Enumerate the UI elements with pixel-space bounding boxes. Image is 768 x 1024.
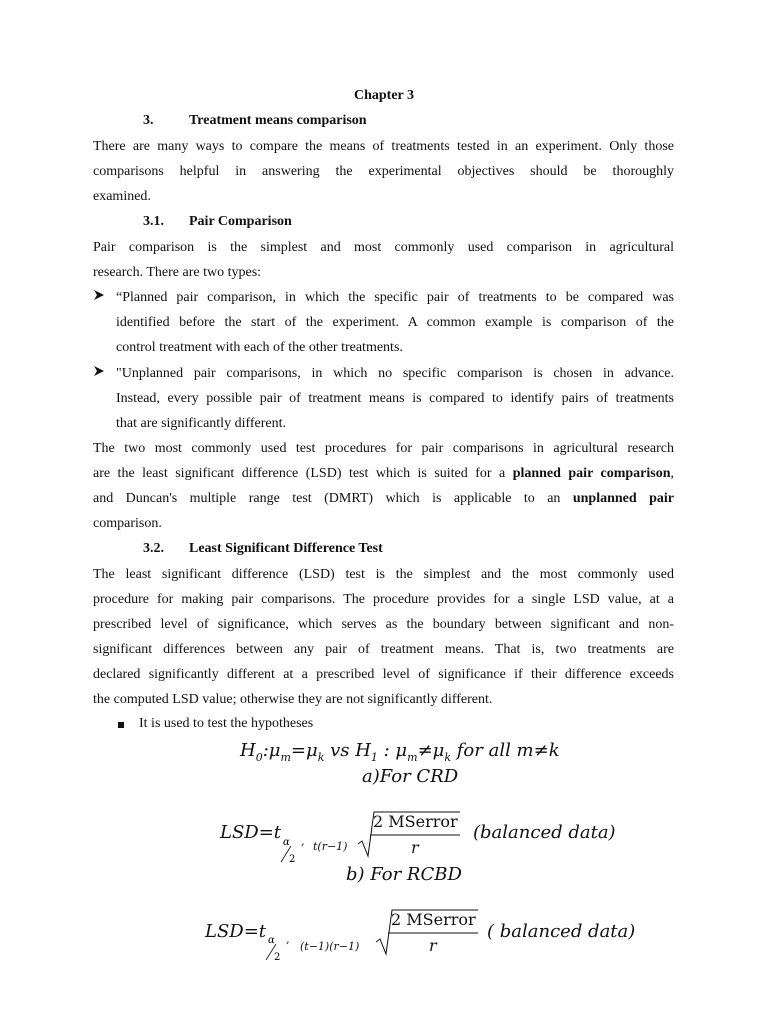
hypothesis-bullet: It is used to test the hypotheses	[139, 716, 314, 731]
text-line	[93, 486, 674, 511]
rcbd-label: b) For RCBD	[346, 864, 462, 885]
crd-df: t(r−1)	[313, 840, 348, 853]
section-3-heading	[143, 113, 367, 129]
section-3-1-heading	[143, 214, 292, 230]
text-line: control treatment with each of the other treatments.	[116, 340, 403, 355]
section-3-2-heading	[143, 541, 383, 557]
lsd-paragraph	[93, 562, 674, 712]
text-line: Pair comparison is the simplest and most commonly used comparison in agricultural	[93, 240, 674, 255]
text-line: comparison.	[93, 516, 162, 531]
square-bullet-icon	[118, 722, 124, 728]
crd-balanced: (balanced data)	[473, 822, 616, 843]
rcbd-df: (t−1)(r−1)	[300, 940, 360, 953]
math-lsd: LSD=t	[205, 921, 267, 942]
arrow-bullet-icon	[93, 365, 105, 381]
text-line: “Planned pair comparison, in which the specific pair of treatments to be compared was	[116, 290, 674, 305]
rcbd-balanced: ( balanced data)	[487, 921, 636, 942]
rcbd-numerator: 2 MSerror	[391, 910, 476, 929]
text-line	[93, 461, 674, 486]
text-line: declared significantly different at a prescribed level of significance if their difference exceeds	[93, 667, 674, 682]
pair-intro-paragraph	[93, 235, 674, 285]
text-line: research. There are two types:	[93, 265, 262, 280]
text-line: that are significantly different.	[116, 416, 287, 431]
math-for-all: for all m≠k	[456, 740, 560, 761]
text-line: comparisons helpful in answering the experimental objectives should be thoroughly	[93, 164, 674, 179]
intro-paragraph	[93, 134, 674, 209]
math-lsd: LSD=t	[220, 822, 282, 843]
svg-text:α: α	[283, 837, 290, 848]
section-title: Least Significant Difference Test	[189, 541, 383, 556]
svg-text:α: α	[268, 935, 275, 946]
hypotheses-equation: $H_0:\mu_m=\mu_k$ vs $H_1$ : $\mu_m\ne\mu_k$ for all m≠k	[240, 740, 560, 764]
arrow-bullet-icon	[93, 289, 105, 305]
svg-text:2: 2	[274, 952, 281, 963]
text-line: The least significant difference (LSD) test is the simplest and the most commonly used	[93, 567, 674, 582]
crd-denominator: r	[411, 838, 419, 857]
bullet-planned	[116, 285, 674, 360]
svg-text:2: 2	[289, 854, 296, 865]
svg-text:,: ,	[286, 933, 290, 946]
text-line: "Unplanned pair comparisons, in which no specific comparison is chosen in advance.	[116, 366, 674, 381]
bold-text: unplanned pair	[572, 491, 674, 506]
text-line: prescribed level of significance, which serves as the boundary between significant and non-	[93, 617, 674, 632]
math-subscript: 0	[255, 751, 263, 764]
chapter-title: Chapter 3	[353, 88, 415, 103]
bullet-unplanned	[116, 361, 674, 436]
text-line: significant differences between any pair of treatment means. That is, two treatments are	[93, 642, 674, 657]
text-line: There are many ways to compare the means of treatments tested in an experiment. Only those	[93, 139, 674, 154]
section-title: Treatment means comparison	[189, 113, 367, 128]
math-h1: vs H	[330, 740, 371, 761]
text-line: Instead, every possible pair of treatment means is compared to identify pairs of treatments	[116, 391, 674, 406]
text-line: identified before the start of the experiment. A common example is comparison of the	[116, 315, 674, 330]
lsd-rcbd-formula	[205, 921, 266, 942]
text-line: the computed LSD value; otherwise they are not significantly different.	[93, 692, 493, 707]
svg-text:,: ,	[301, 835, 305, 848]
text-span: and Duncan's multiple range test (DMRT) which is applicable to an	[93, 491, 573, 506]
pair-tests-paragraph	[93, 436, 674, 536]
lsd-crd-formula	[220, 822, 281, 843]
rcbd-denominator: r	[429, 936, 437, 955]
text-line: The two most commonly used test procedures for pair comparisons in agricultural research	[93, 441, 674, 456]
section-number: 3.2.	[143, 541, 164, 556]
math-h0: H	[240, 740, 256, 761]
text-span: ,	[670, 466, 674, 481]
section-number: 3.	[143, 113, 154, 128]
section-number: 3.1.	[143, 214, 164, 229]
text-line: examined.	[93, 189, 151, 204]
section-title: Pair Comparison	[189, 214, 292, 229]
text-line: procedure for making pair comparisons. The procedure provides for a single LSD value, at a	[93, 592, 674, 607]
crd-numerator: 2 MSerror	[373, 812, 458, 831]
text-span: are the least significant difference (LSD) test which is suited for a	[93, 466, 513, 481]
crd-label: a)For CRD	[362, 766, 459, 787]
bold-text: planned pair comparison	[512, 466, 671, 481]
